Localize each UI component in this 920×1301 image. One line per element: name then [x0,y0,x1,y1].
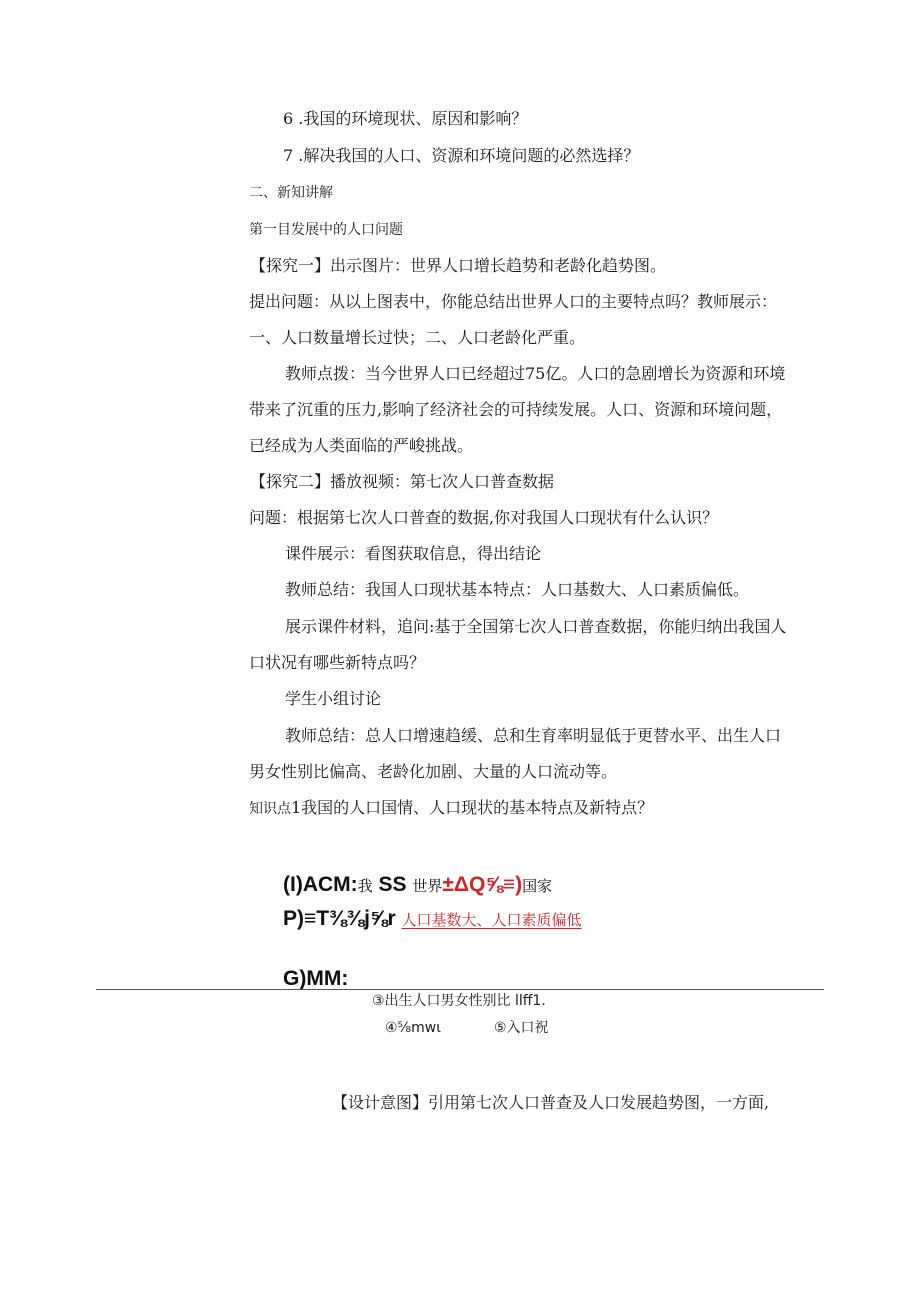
explore2-line4: 教师总结：我国人口现状基本特点：人口基数大、人口素质偏低。 [285,580,750,599]
knowledge-point [249,798,653,819]
explore2-line3: 课件展示：看图获取信息，得出结论 [285,544,542,563]
subsection-heading: 第一目发展中的人口问题 [249,222,403,238]
ocr-row2-a: P)≡T⅜⅜j⅝r [283,907,396,930]
explore1-line2: 提出问题：从以上图表中，你能总结出世界人口的主要特点吗？教师展示： [249,292,778,311]
explore2-line1: 【探究二】播放视频：第七次人口普查数据 [250,472,555,491]
explore1-line3: 一、人口数量增长过快；二、人口老龄化严重。 [249,328,586,347]
explore2-line2: 问题：根据第七次人口普查的数据,你对我国人口现状有什么认识？ [249,508,719,527]
ocr-row1-a: (I)ACM: [283,873,358,896]
explore2-line8: 教师总结：总人口增速趋缓、总和生育率明显低于更替水平、出生人口 [285,726,782,745]
explore2-line7: 学生小组讨论 [285,689,382,708]
ocr-row1-b: 我 [357,878,373,895]
question-6: 6 .我国的环境现状、原因和影响？ [283,109,528,128]
section-heading: 二、新知讲解 [249,185,333,201]
question-7: 7 .解决我国的人口、资源和环境问题的必然选择？ [283,146,640,165]
divider-line [96,989,824,990]
teacher-tip-line1: 教师点拨：当今世界人口已经超过75亿。人口的急剧增长为资源和环境 [285,364,786,383]
explore2-line5: 展示课件材料，追问:基于全国第七次人口普查数据，你能归纳出我国人 [285,617,787,636]
ocr-row5-a: ④⅝mwι [385,1020,441,1036]
ocr-row1-f: 国家 [522,878,553,895]
ocr-row1-c: SS [378,873,407,896]
ocr-row-4: ③出生人口男女性别比 llff1. [372,993,546,1009]
knowledge-label: 知识点 [249,801,291,817]
ocr-row-1 [283,872,552,900]
explore2-line9: 男女性别比偏高、老龄化加剧、大量的人口流动等。 [249,762,618,781]
ocr-row2-answer: 人口基数大、人口素质偏低 [401,911,582,929]
ocr-row-3: G)MM: [283,967,349,990]
design-intent: 【设计意图】引用第七次人口普查及人口发展趋势图，一方面, [332,1093,770,1112]
teacher-tip-line2: 带来了沉重的压力,影响了经济社会的可持续发展。人口、资源和环境问题， [249,400,783,419]
teacher-tip-line3: 已经成为人类面临的严峻挑战。 [249,436,474,455]
ocr-row-2 [283,906,582,933]
ocr-row1-e: ±ΔQ⅝≡) [442,873,523,896]
ocr-row5-b: ⑤入口祝 [494,1020,549,1036]
ocr-row1-d: 世界 [412,878,443,895]
knowledge-text: 1我国的人口国情、人口现状的基本特点及新特点？ [291,798,654,817]
explore1-line1: 【探究一】出示图片：世界人口增长趋势和老龄化趋势图。 [250,256,667,275]
explore2-line6: 口状况有哪些新特点吗？ [249,653,426,672]
